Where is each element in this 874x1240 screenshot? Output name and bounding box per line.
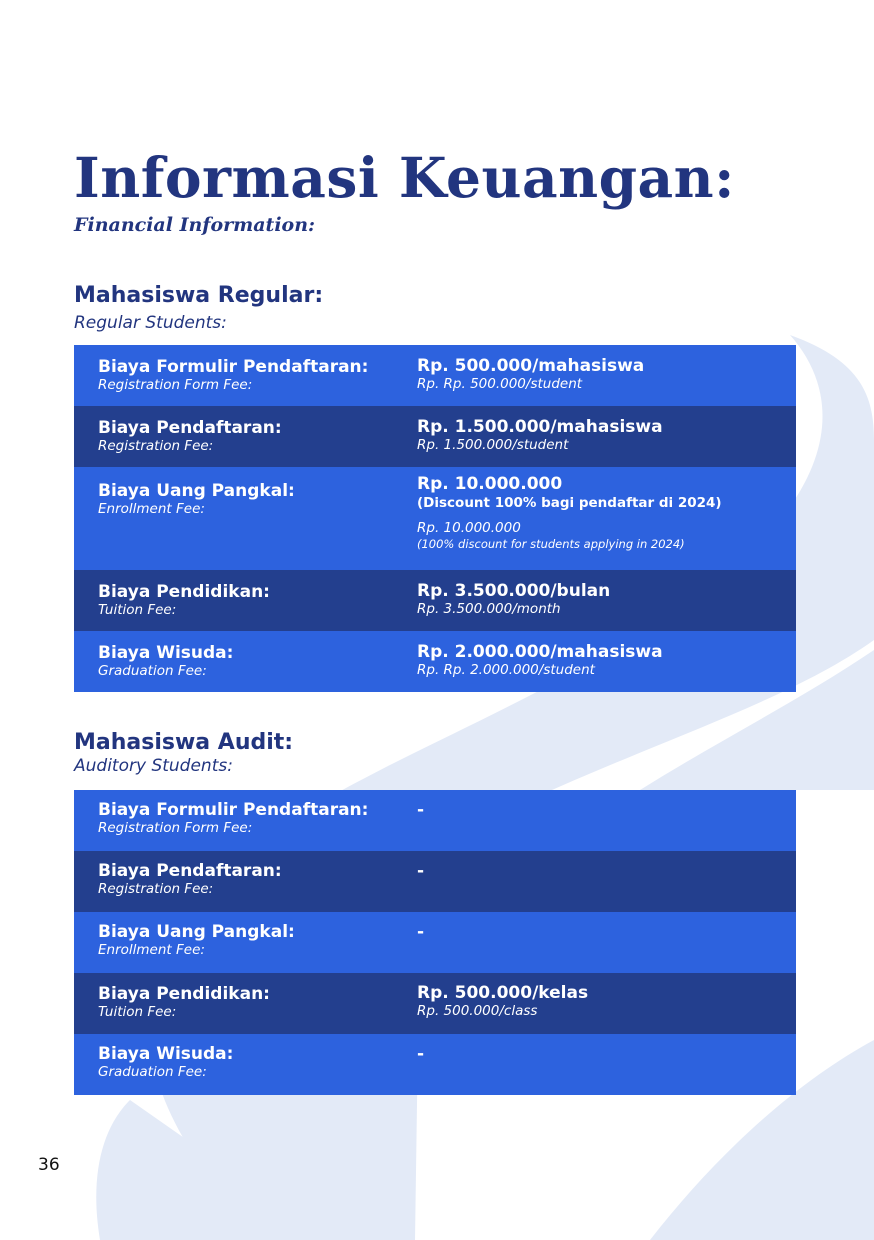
fee-label-en: Registration Fee: xyxy=(98,881,214,897)
fee-row-registration-form xyxy=(74,790,796,851)
fee-value: Rp. 1.500.000/mahasiswa xyxy=(417,417,663,437)
fee-value: - xyxy=(417,861,425,881)
page-subtitle: Financial Information: xyxy=(74,214,316,236)
fee-row-tuition xyxy=(74,973,796,1034)
fee-label: Biaya Wisuda: xyxy=(98,643,234,663)
fee-label: Biaya Uang Pangkal: xyxy=(98,481,295,501)
fee-value-en: Rp. Rp. 2.000.000/student xyxy=(417,662,595,678)
fee-row-registration xyxy=(74,851,796,912)
fee-value: Rp. 2.000.000/mahasiswa xyxy=(417,642,663,662)
fee-row-graduation xyxy=(74,631,796,692)
fee-label-en: Enrollment Fee: xyxy=(98,501,205,517)
page-number: 36 xyxy=(38,1155,60,1175)
regular-section-title: Mahasiswa Regular: xyxy=(74,283,324,308)
fee-value-en: Rp. 10.000.000 xyxy=(417,520,521,536)
fee-value: Rp. 500.000/kelas xyxy=(417,983,589,1003)
audit-section-title: Mahasiswa Audit: xyxy=(74,730,294,755)
fee-label-en: Registration Form Fee: xyxy=(98,820,253,836)
fee-label-en: Graduation Fee: xyxy=(98,663,207,679)
page-title: Informasi Keuangan: xyxy=(74,145,735,210)
fee-label-en: Graduation Fee: xyxy=(98,1064,207,1080)
fee-value: Rp. 10.000.000 xyxy=(417,474,563,494)
fee-value: - xyxy=(417,922,425,942)
fee-label: Biaya Uang Pangkal: xyxy=(98,922,295,942)
fee-label: Biaya Pendaftaran: xyxy=(98,861,282,881)
fee-row-registration xyxy=(74,406,796,467)
fee-label-en: Enrollment Fee: xyxy=(98,942,205,958)
fee-row-graduation xyxy=(74,1034,796,1095)
regular-section-subtitle: Regular Students: xyxy=(74,313,227,333)
fee-label-en: Tuition Fee: xyxy=(98,1004,177,1020)
fee-value: - xyxy=(417,800,425,820)
regular-fee-table xyxy=(74,345,796,692)
fee-row-tuition xyxy=(74,570,796,631)
fee-value: - xyxy=(417,1044,425,1064)
fee-value-en: Rp. 3.500.000/month xyxy=(417,601,561,617)
fee-label: Biaya Pendaftaran: xyxy=(98,418,282,438)
fee-label: Biaya Pendidikan: xyxy=(98,582,270,602)
fee-value-en-note: (100% discount for students applying in 2024) xyxy=(417,537,685,551)
fee-value-en: Rp. 500.000/class xyxy=(417,1003,538,1019)
fee-label-en: Registration Fee: xyxy=(98,438,214,454)
fee-value: Rp. 500.000/mahasiswa xyxy=(417,356,645,376)
audit-section-subtitle: Auditory Students: xyxy=(74,756,233,776)
audit-fee-table xyxy=(74,790,796,1095)
fee-label-en: Registration Form Fee: xyxy=(98,377,253,393)
fee-value-en: Rp. Rp. 500.000/student xyxy=(417,376,583,392)
fee-row-enrollment xyxy=(74,467,796,570)
fee-value-en: Rp. 1.500.000/student xyxy=(417,437,569,453)
fee-label: Biaya Formulir Pendaftaran: xyxy=(98,800,369,820)
fee-label: Biaya Formulir Pendaftaran: xyxy=(98,357,369,377)
fee-label-en: Tuition Fee: xyxy=(98,602,177,618)
fee-row-enrollment xyxy=(74,912,796,973)
fee-label: Biaya Wisuda: xyxy=(98,1044,234,1064)
fee-row-registration-form xyxy=(74,345,796,406)
fee-value-note: (Discount 100% bagi pendaftar di 2024) xyxy=(417,495,722,511)
fee-value: Rp. 3.500.000/bulan xyxy=(417,581,611,601)
fee-label: Biaya Pendidikan: xyxy=(98,984,270,1004)
